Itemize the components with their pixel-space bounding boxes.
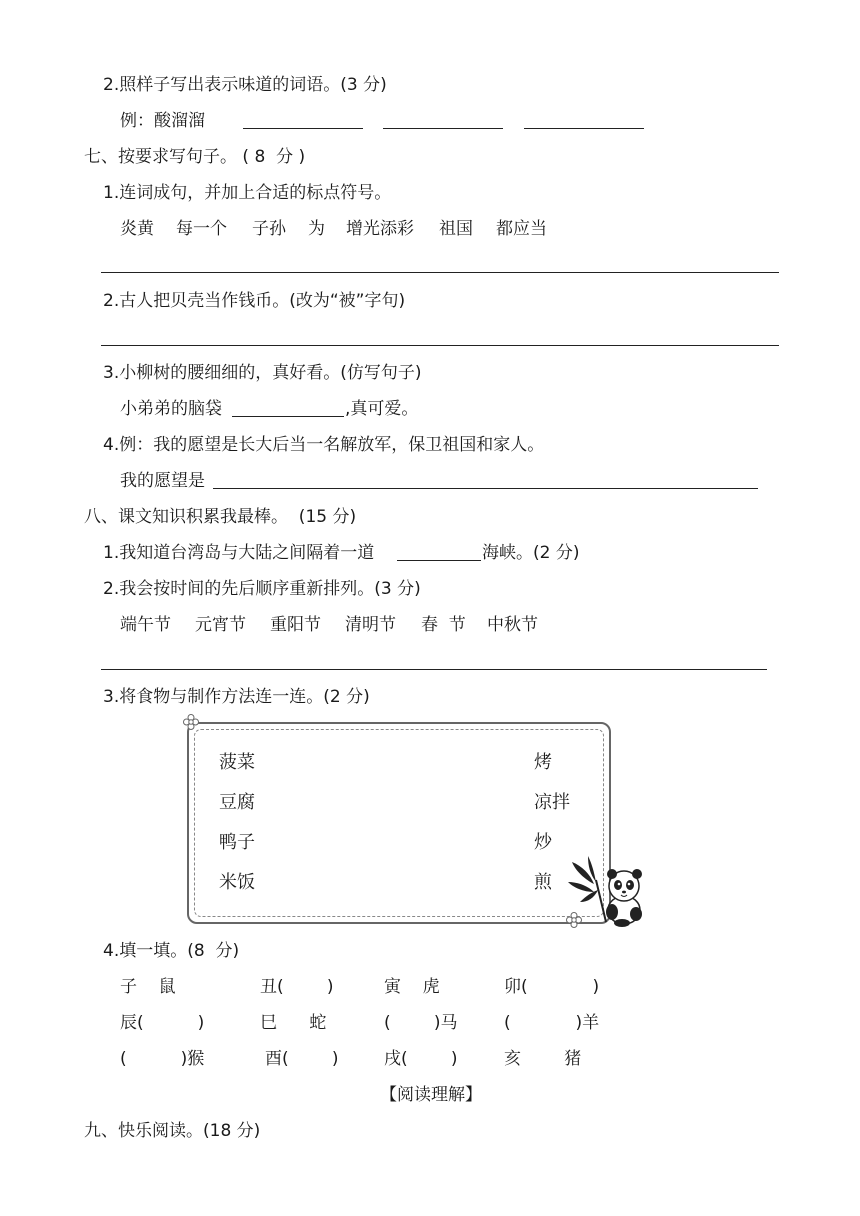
answer-line[interactable] — [101, 345, 779, 346]
answer-blank-3[interactable] — [524, 128, 644, 129]
panda-icon — [566, 852, 650, 928]
festival-item: 元宵节 — [195, 615, 246, 635]
q7-2-title: 2.古人把贝壳当作钱币。(改为“被”字句) — [103, 291, 406, 311]
section-8-title: 八、课文知识积累我最棒。 (15 分) — [84, 507, 357, 527]
festival-item: 端午节 — [120, 615, 171, 635]
word-item: 炎黄 — [120, 219, 154, 239]
q8-2-title: 2.我会按时间的先后顺序重新排列。(3 分) — [103, 579, 421, 599]
word-item: 增光添彩 — [346, 219, 414, 239]
flower-icon — [183, 714, 199, 730]
festival-item: 中秋节 — [487, 615, 538, 635]
zodiac-cell[interactable]: ( )羊 — [504, 1013, 600, 1033]
word-item: 祖国 — [439, 219, 473, 239]
zodiac-cell: 亥 猪 — [504, 1049, 582, 1069]
food-item[interactable]: 菠菜 — [219, 752, 255, 773]
zodiac-cell[interactable]: 辰( ) — [120, 1013, 205, 1033]
method-item[interactable]: 凉拌 — [534, 792, 570, 813]
q7-3-prefix: 小弟弟的脑袋 — [120, 399, 222, 419]
word-item: 子孙 — [252, 219, 286, 239]
section-7-title: 七、按要求写句子。 ( 8 分 ) — [84, 147, 306, 167]
q8-4-title: 4.填一填。(8 分) — [103, 941, 240, 961]
answer-blank[interactable] — [232, 416, 344, 417]
q7-4-title: 4.例：我的愿望是长大后当一名解放军，保卫祖国和家人。 — [103, 435, 545, 455]
festival-item: 春 节 — [421, 615, 466, 635]
word-item: 为 — [308, 219, 325, 239]
q8-3-title: 3.将食物与制作方法连一连。(2 分) — [103, 687, 370, 707]
method-item[interactable]: 烤 — [534, 752, 552, 773]
food-item[interactable]: 米饭 — [219, 872, 255, 893]
q8-1-prefix: 1.我知道台湾岛与大陆之间隔着一道 — [103, 543, 375, 563]
q7-3-suffix: ,真可爱。 — [345, 399, 419, 419]
zodiac-cell: 巳 蛇 — [260, 1013, 327, 1033]
answer-blank-2[interactable] — [383, 128, 503, 129]
q7-4-prefix: 我的愿望是 — [120, 471, 205, 491]
zodiac-cell[interactable]: 酉( ) — [265, 1049, 339, 1069]
method-item[interactable]: 炒 — [534, 832, 552, 853]
answer-blank[interactable] — [397, 560, 481, 561]
zodiac-cell[interactable]: 卯( ) — [504, 977, 600, 997]
food-item[interactable]: 鸭子 — [219, 832, 255, 853]
zodiac-cell: 寅 虎 — [384, 977, 440, 997]
word-item: 每一个 — [176, 219, 227, 239]
section-9-title: 九、快乐阅读。(18 分) — [84, 1121, 261, 1141]
method-item[interactable]: 煎 — [534, 872, 552, 893]
q7-1-title: 1.连词成句，并加上合适的标点符号。 — [103, 183, 392, 203]
word-item: 都应当 — [496, 219, 547, 239]
q8-1-suffix: 海峡。(2 分) — [482, 543, 580, 563]
food-item[interactable]: 豆腐 — [219, 792, 255, 813]
festival-item: 重阳节 — [270, 615, 321, 635]
zodiac-cell[interactable]: ( )猴 — [120, 1049, 205, 1069]
answer-line[interactable] — [101, 669, 767, 670]
q6-2-example: 例：酸溜溜 — [120, 111, 205, 131]
zodiac-cell[interactable]: ( )马 — [384, 1013, 458, 1033]
answer-line[interactable] — [101, 272, 779, 273]
zodiac-cell[interactable]: 戌( ) — [384, 1049, 458, 1069]
zodiac-cell[interactable]: 丑( ) — [260, 977, 334, 997]
q7-3-title: 3.小柳树的腰细细的，真好看。(仿写句子) — [103, 363, 422, 383]
answer-blank-1[interactable] — [243, 128, 363, 129]
answer-blank[interactable] — [213, 488, 758, 489]
q6-2-title: 2.照样子写出表示味道的词语。(3 分) — [103, 75, 387, 95]
festival-item: 清明节 — [345, 615, 396, 635]
zodiac-cell: 子 鼠 — [120, 977, 176, 997]
reading-heading: 【阅读理解】 — [380, 1085, 482, 1105]
